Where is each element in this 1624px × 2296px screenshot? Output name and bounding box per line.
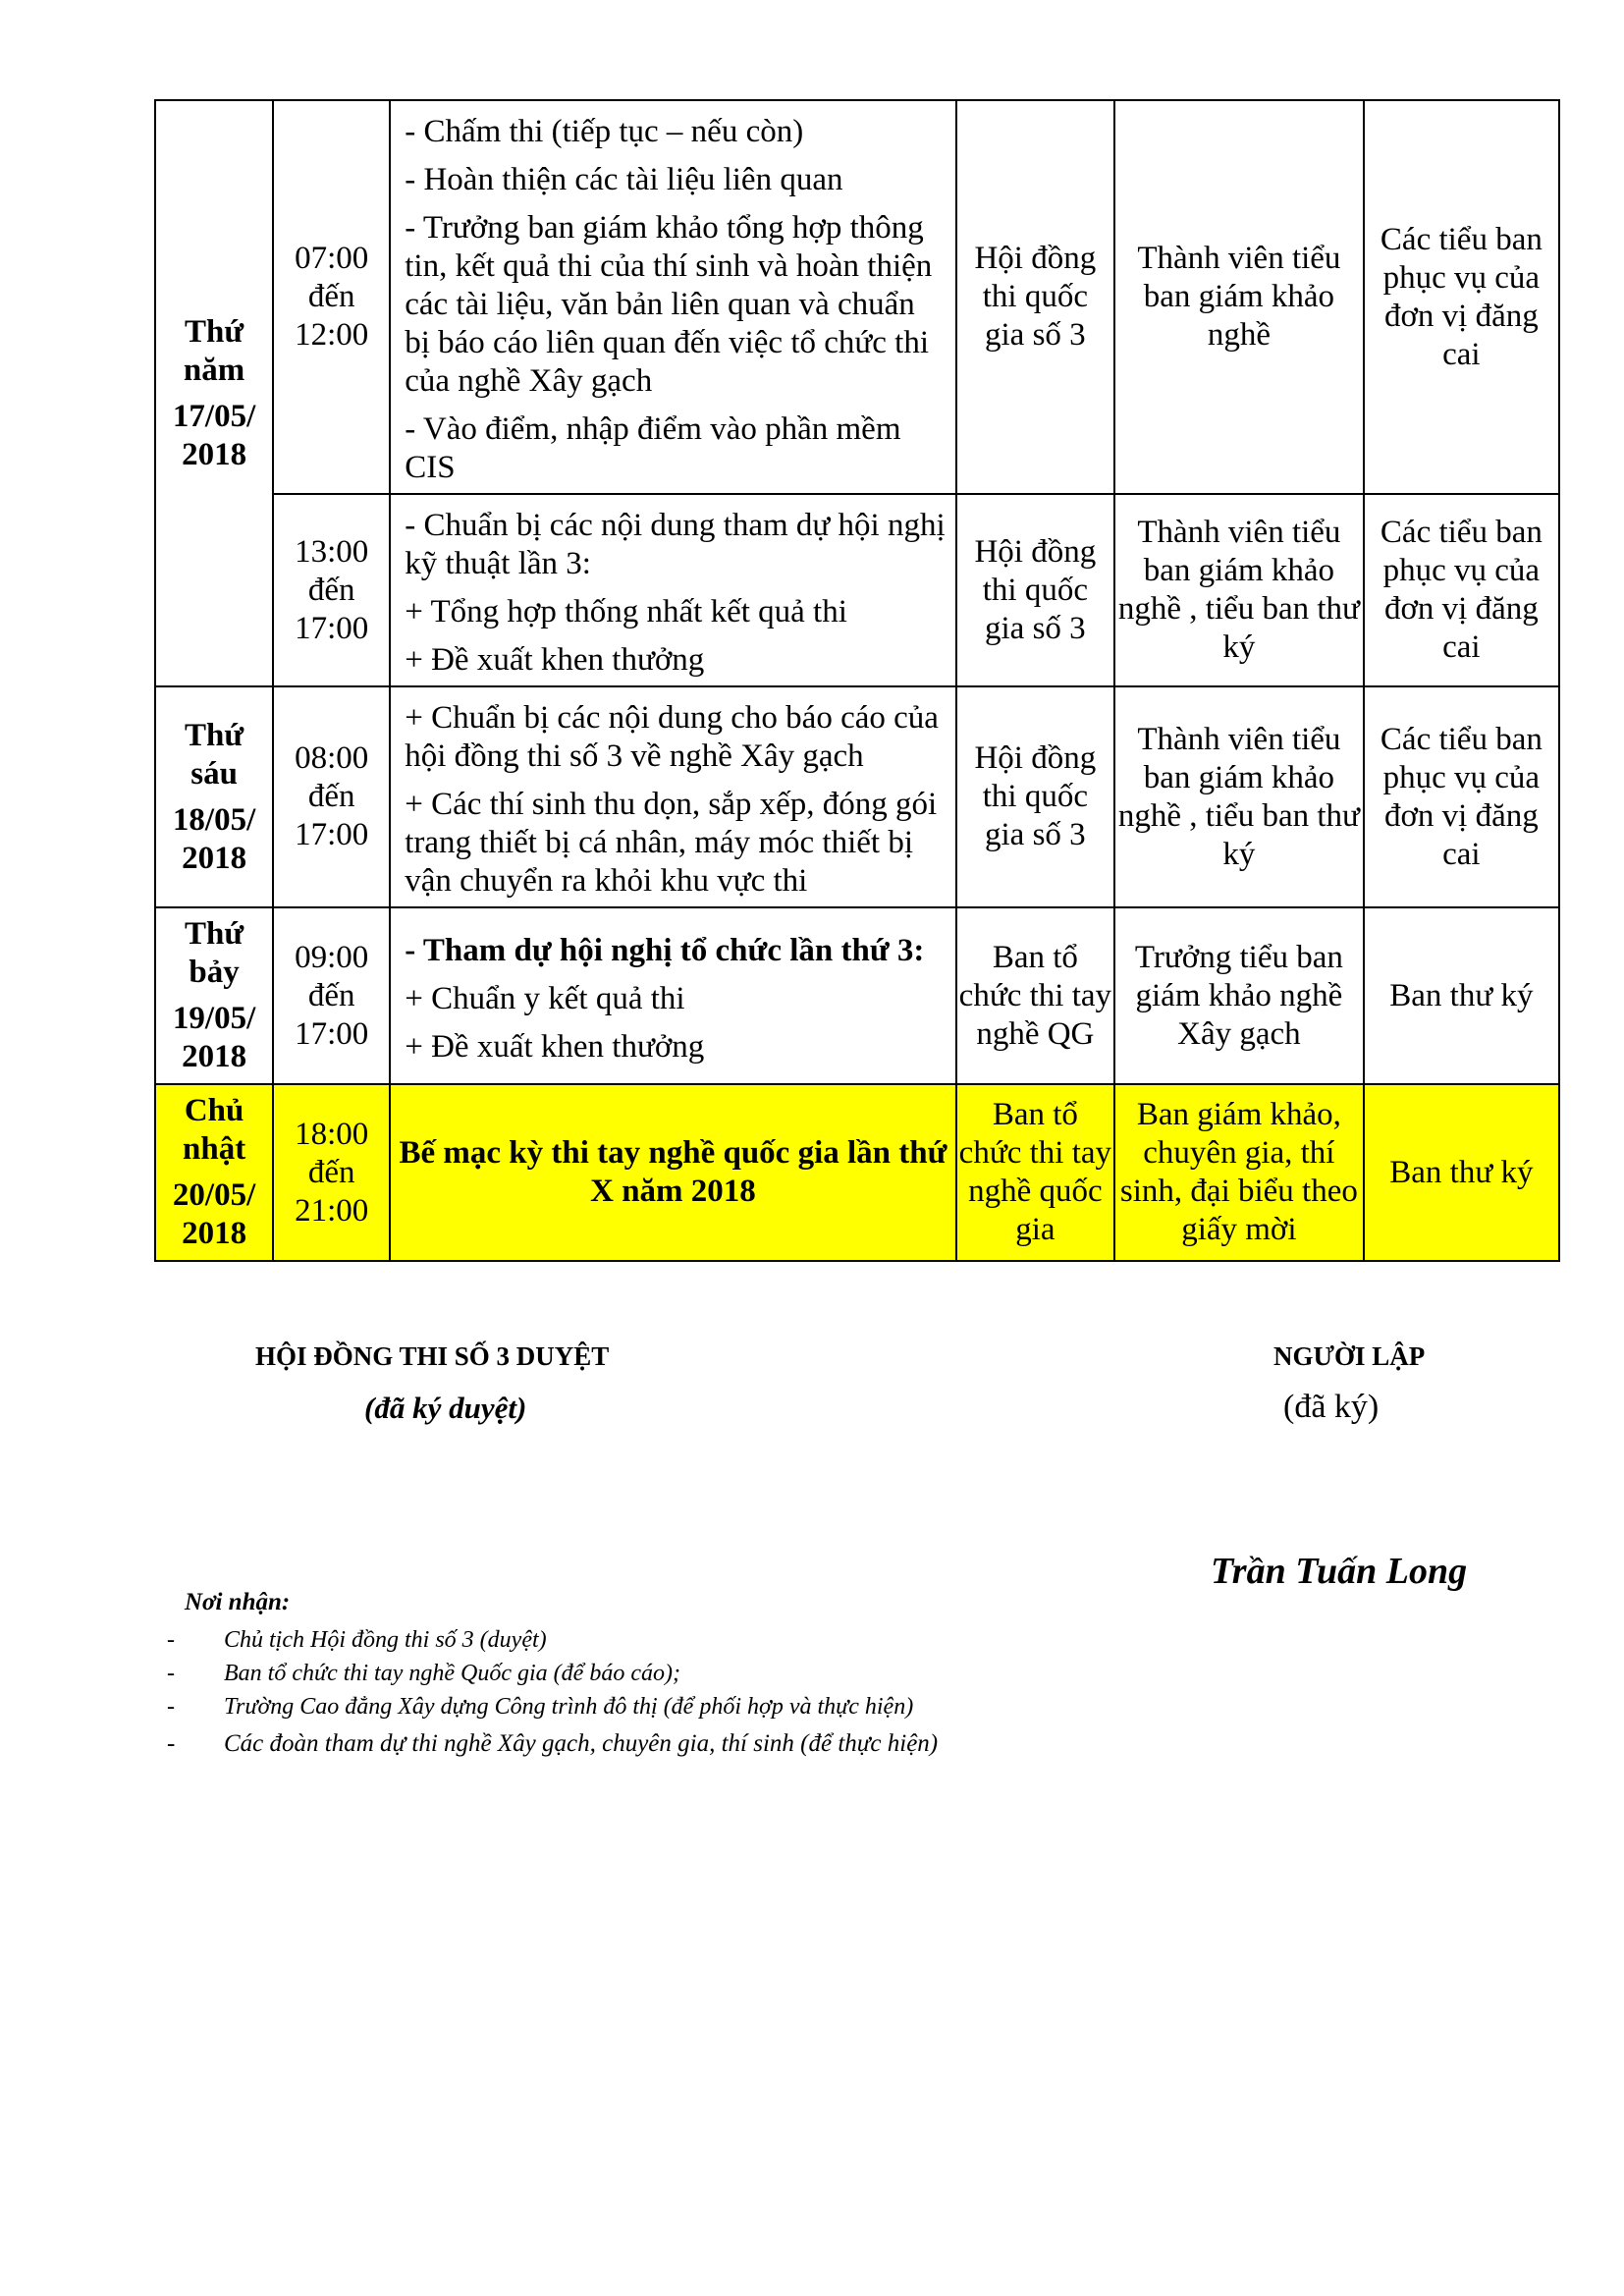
content-line: + Chuẩn bị các nội dung cho báo cáo của hội đồng thi số 3 về nghề Xây gạch — [405, 700, 939, 774]
day-name: Thứ — [185, 916, 244, 952]
table-row — [155, 494, 1559, 686]
day-name: bảy — [189, 955, 240, 990]
recipient-text: Trường Cao đẳng Xây dựng Công trình đô thị (để phối hợp và thực hiện) — [224, 1694, 914, 1720]
in-charge-cell: Ban tổ chức thi tay nghề QG — [956, 907, 1114, 1084]
participants-cell: Thành viên tiểu ban giám khảo nghề — [1114, 100, 1364, 494]
recipient-text: Các đoàn tham dự thi nghề Xây gạch, chuyên gia, thí sinh (để thực hiện) — [224, 1730, 939, 1757]
recipient-item — [167, 1657, 938, 1690]
table-row — [155, 100, 1559, 494]
time-end: 17:00 — [295, 1015, 369, 1052]
list-dash: - — [167, 1661, 175, 1686]
content-line: - Chuẩn bị các nội dung tham dự hội nghị kỹ thuật lần 3: — [405, 508, 946, 581]
author-note: (đã ký) — [1283, 1389, 1380, 1425]
support-cell: Các tiểu ban phục vụ của đơn vị đăng cai — [1364, 686, 1559, 907]
day-cell — [155, 686, 273, 907]
content-line: - Hoàn thiện các tài liệu liên quan — [405, 162, 843, 197]
time-cell — [273, 494, 390, 686]
time-cell — [273, 1084, 390, 1261]
time-separator: đến — [307, 1154, 355, 1190]
author-title: NGƯỜI LẬP — [1273, 1341, 1426, 1371]
table-row — [155, 907, 1559, 1084]
list-dash: - — [167, 1730, 176, 1757]
time-start: 18:00 — [295, 1116, 369, 1152]
list-dash: - — [167, 1627, 175, 1653]
recipient-text: Ban tổ chức thi tay nghề Quốc gia (để báo cáo); — [224, 1661, 680, 1686]
in-charge-cell: Hội đồng thi quốc gia số 3 — [956, 686, 1114, 907]
participants-cell: Thành viên tiểu ban giám khảo nghề , tiểu ban thư ký — [1114, 494, 1364, 686]
day-name: Thứ — [185, 717, 244, 753]
approver-note: (đã ký duyệt) — [364, 1391, 527, 1425]
recipient-text: Chủ tịch Hội đồng thi số 3 (duyệt) — [224, 1627, 547, 1653]
table-row-highlighted — [155, 1084, 1559, 1261]
time-end: 17:00 — [295, 817, 369, 852]
in-charge-cell: Hội đồng thi quốc gia số 3 — [956, 494, 1114, 686]
content-line: - Trưởng ban giám khảo tổng hợp thông tin, kết quả thi của thí sinh và hoàn thiện các tài liệu, văn bản liên quan và chuẩn bị báo cáo liên quan đến việc tổ chức thi của nghề Xây gạch — [405, 210, 933, 399]
day-cell — [155, 100, 273, 686]
content-cell — [390, 494, 955, 686]
support-cell: Ban thư ký — [1364, 907, 1559, 1084]
day-date: 19/05/ — [172, 1001, 256, 1036]
recipient-item — [167, 1623, 938, 1657]
time-cell — [273, 686, 390, 907]
approver-title: HỘI ĐỒNG THI SỐ 3 DUYỆT — [255, 1341, 610, 1371]
day-date: 2018 — [182, 1039, 247, 1074]
content-cell — [390, 100, 955, 494]
content-line: + Các thí sinh thu dọn, sắp xếp, đóng gói trang thiết bị cá nhân, máy móc thiết bị vận chuyển ra khỏi khu vực thi — [405, 787, 938, 899]
day-cell — [155, 907, 273, 1084]
day-date: 18/05/ — [172, 801, 256, 838]
content-cell — [390, 686, 955, 907]
day-cell — [155, 1084, 273, 1261]
content-line: + Tổng hợp thống nhất kết quả thi — [405, 594, 847, 629]
day-name: nhật — [182, 1131, 246, 1167]
participants-cell: Trưởng tiểu ban giám khảo nghề Xây gạch — [1114, 907, 1364, 1084]
time-end: 21:00 — [295, 1192, 369, 1229]
recipient-item — [167, 1727, 938, 1761]
day-date: 2018 — [182, 1216, 247, 1251]
closing-ceremony-cell: Bế mạc kỳ thi tay nghề quốc gia lần thứ X năm 2018 — [390, 1084, 955, 1261]
content-line: + Đề xuất khen thưởng — [405, 642, 705, 678]
content-line: - Vào điểm, nhập điểm vào phần mềm CIS — [405, 411, 901, 485]
recipients-title: Nơi nhận: — [185, 1589, 291, 1615]
time-start: 07:00 — [295, 241, 369, 276]
content-heading: - Tham dự hội nghị tổ chức lần thứ 3: — [405, 932, 925, 968]
recipient-item — [167, 1690, 938, 1723]
day-date: 2018 — [182, 436, 247, 472]
list-dash: - — [167, 1694, 175, 1720]
day-name: năm — [183, 352, 245, 388]
time-start: 13:00 — [295, 533, 369, 570]
support-cell: Ban thư ký — [1364, 1084, 1559, 1261]
day-name: Thứ — [185, 313, 244, 350]
in-charge-cell: Hội đồng thi quốc gia số 3 — [956, 100, 1114, 494]
support-cell: Các tiểu ban phục vụ của đơn vị đăng cai — [1364, 494, 1559, 686]
day-date: 2018 — [182, 840, 247, 876]
day-date: 17/05/ — [172, 398, 256, 434]
support-cell: Các tiểu ban phục vụ của đơn vị đăng cai — [1364, 100, 1559, 494]
content-line: + Chuẩn y kết quả thi — [405, 980, 685, 1016]
time-separator: đến — [307, 279, 355, 314]
recipients-list — [167, 1623, 938, 1761]
time-start: 09:00 — [295, 939, 369, 975]
schedule-table — [154, 99, 1560, 1262]
time-separator: đến — [307, 779, 355, 814]
time-separator: đến — [307, 977, 355, 1013]
content-line: - Chấm thi (tiếp tục – nếu còn) — [405, 114, 804, 149]
participants-cell: Thành viên tiểu ban giám khảo nghề , tiểu ban thư ký — [1114, 686, 1364, 907]
time-start: 08:00 — [295, 740, 369, 776]
in-charge-cell: Ban tổ chức thi tay nghề quốc gia — [956, 1084, 1114, 1261]
day-name: sáu — [190, 755, 238, 792]
time-separator: đến — [307, 572, 355, 608]
signer-name: Trần Tuấn Long — [1211, 1551, 1468, 1592]
content-line: + Đề xuất khen thưởng — [405, 1028, 705, 1065]
time-end: 12:00 — [295, 317, 369, 353]
time-end: 17:00 — [295, 610, 369, 646]
time-cell — [273, 907, 390, 1084]
day-date: 20/05/ — [172, 1177, 256, 1213]
participants-cell: Ban giám khảo, chuyên gia, thí sinh, đại biểu theo giấy mời — [1114, 1084, 1364, 1261]
time-cell — [273, 100, 390, 494]
content-cell — [390, 907, 955, 1084]
table-row — [155, 686, 1559, 907]
day-name: Chủ — [184, 1093, 244, 1128]
